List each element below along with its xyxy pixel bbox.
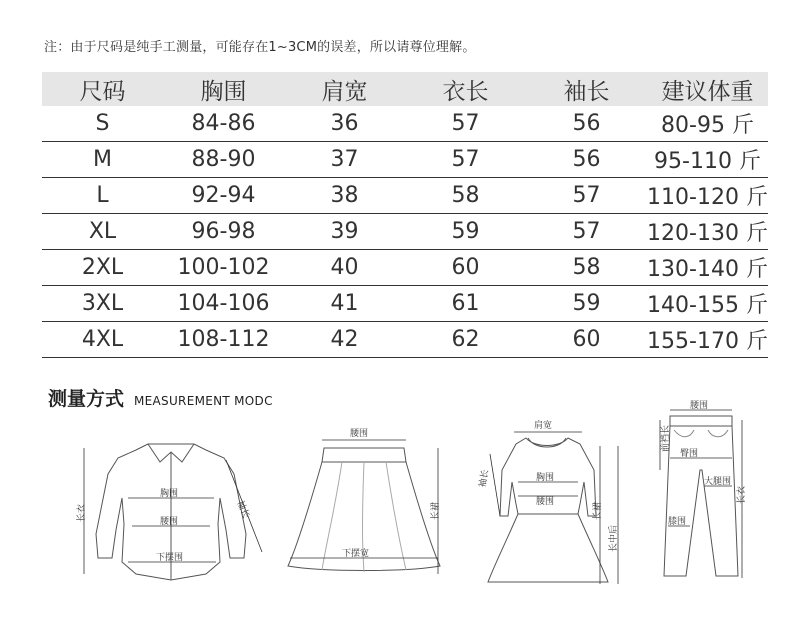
cell-sleeve: 56: [526, 142, 647, 178]
shirt-sleeve-label: 袖长: [234, 499, 251, 520]
pants-illustration: [644, 400, 754, 582]
pants-hip-label: 臀围: [680, 449, 699, 459]
cell-shoulder: 36: [284, 106, 405, 142]
cell-weight: 155-170 斤: [647, 322, 768, 358]
cell-length: 60: [405, 250, 526, 286]
dress-chest-label: 胸围: [536, 473, 555, 483]
cell-length: 57: [405, 142, 526, 178]
pants-length-label: 长衣: [737, 485, 747, 504]
cell-sleeve: 56: [526, 106, 647, 142]
cell-shoulder: 41: [284, 286, 405, 322]
skirt-hem-label: 下摆宽: [342, 549, 370, 559]
header-chest: 胸围: [163, 72, 284, 106]
cell-sleeve: 59: [526, 286, 647, 322]
pants-body: [664, 426, 738, 576]
cell-sleeve: 57: [526, 214, 647, 250]
cell-chest: 108-112: [163, 322, 284, 358]
cell-size: XL: [42, 214, 163, 250]
header-shoulder: 肩宽: [284, 72, 405, 106]
cell-shoulder: 40: [284, 250, 405, 286]
cell-length: 59: [405, 214, 526, 250]
dress-outline: [488, 438, 608, 582]
size-table-header: [42, 72, 768, 106]
dress-illustration: [476, 416, 626, 592]
cell-sleeve: 57: [526, 178, 647, 214]
cell-weight: 80-95 斤: [647, 106, 768, 142]
dress-shoulder-label: 肩宽: [534, 421, 553, 431]
header-length: 衣长: [405, 72, 526, 106]
skirt-illustration: [282, 424, 452, 584]
cell-size: 2XL: [42, 250, 163, 286]
cell-weight: 110-120 斤: [647, 178, 768, 214]
cell-weight: 140-155 斤: [647, 286, 768, 322]
pants-waist-label: 腰围: [690, 401, 709, 411]
measurement-section-title: [48, 384, 273, 411]
table-row: [42, 178, 768, 214]
cell-chest: 84-86: [163, 106, 284, 142]
cell-length: 57: [405, 106, 526, 142]
cell-size: 3XL: [42, 286, 163, 322]
cell-size: M: [42, 142, 163, 178]
cell-sleeve: 58: [526, 250, 647, 286]
table-row: [42, 214, 768, 250]
dress-mid-length-label: 长中后: [609, 524, 619, 552]
cell-length: 62: [405, 322, 526, 358]
size-table: [42, 72, 768, 358]
dress-length-label: 长裙: [593, 501, 603, 520]
cell-size: L: [42, 178, 163, 214]
pants-front-rise-label: 前裆长: [661, 424, 671, 452]
cell-weight: 120-130 斤: [647, 214, 768, 250]
measurement-note: 注：由于尺码是纯手工测量，可能存在1~3CM的误差，所以请尊位理解。: [44, 40, 476, 55]
shirt-chest-label: 胸围: [160, 489, 179, 499]
table-row: [42, 106, 768, 142]
pants-knee-label: 膝围: [668, 517, 687, 527]
cell-chest: 88-90: [163, 142, 284, 178]
table-row: [42, 286, 768, 322]
cell-size: 4XL: [42, 322, 163, 358]
cell-chest: 96-98: [163, 214, 284, 250]
cell-size: S: [42, 106, 163, 142]
cell-weight: 130-140 斤: [647, 250, 768, 286]
cell-length: 61: [405, 286, 526, 322]
header-sleeve: 袖长: [526, 72, 647, 106]
cell-shoulder: 39: [284, 214, 405, 250]
skirt-waistband: [322, 448, 406, 462]
cell-sleeve: 60: [526, 322, 647, 358]
cell-weight: 95-110 斤: [647, 142, 768, 178]
pants-thigh-label: 大腿围: [704, 477, 732, 487]
measurement-title-en: MEASUREMENT MODC: [134, 394, 273, 408]
shirt-illustration: [76, 434, 266, 594]
cell-shoulder: 42: [284, 322, 405, 358]
dress-sleeve-label: 袖长: [478, 468, 492, 489]
shirt-waist-label: 腰围: [160, 517, 179, 527]
cell-chest: 104-106: [163, 286, 284, 322]
table-row: [42, 322, 768, 358]
skirt-length-label: 长裙: [431, 501, 441, 520]
pants-waistband: [670, 416, 732, 426]
dress-waist-label: 腰围: [536, 497, 555, 507]
skirt-waist-label: 腰围: [350, 429, 369, 439]
cell-shoulder: 37: [284, 142, 405, 178]
cell-shoulder: 38: [284, 178, 405, 214]
measurement-title-cn: 测量方式: [48, 388, 125, 410]
shirt-hem-label: 下摆围: [156, 553, 184, 563]
shirt-length-label: 长衣: [77, 503, 87, 522]
table-row: [42, 250, 768, 286]
header-weight: 建议体重: [647, 72, 768, 106]
cell-chest: 92-94: [163, 178, 284, 214]
cell-length: 58: [405, 178, 526, 214]
cell-chest: 100-102: [163, 250, 284, 286]
table-row: [42, 142, 768, 178]
header-size: 尺码: [42, 72, 163, 106]
